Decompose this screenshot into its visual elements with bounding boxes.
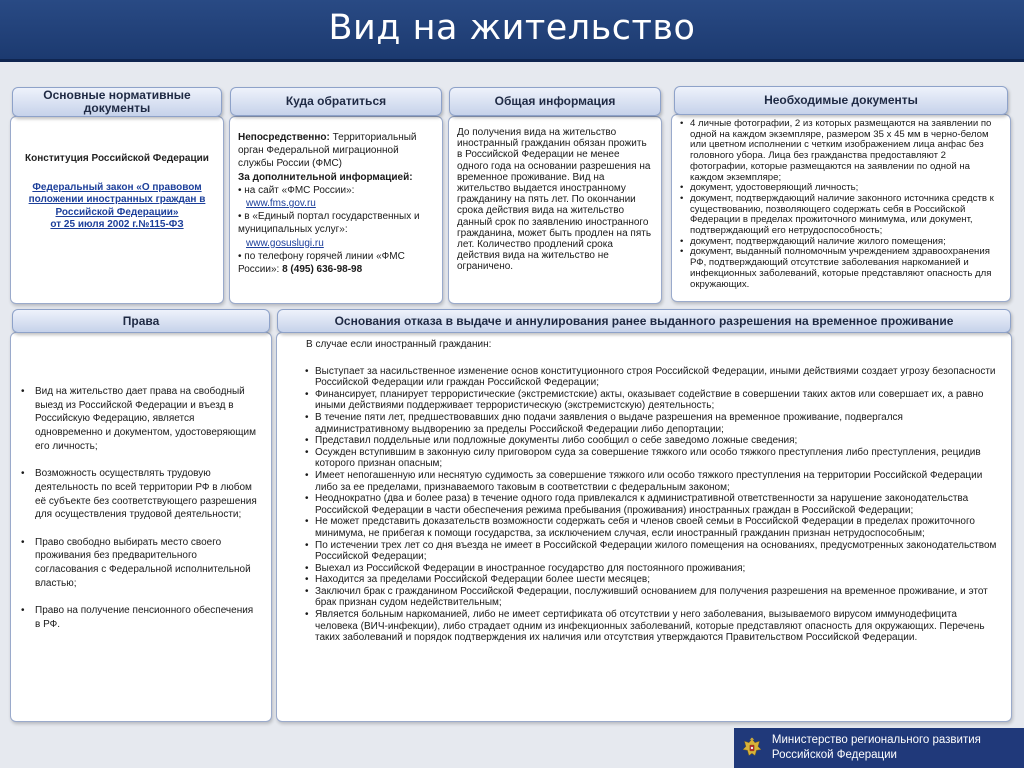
- list-item: • Выступает за насильственное изменение основ конституционного строя Российской Федерации, иными действиями создает угрозу безопасности Российской Федерации или граждан Российской Федерации;: [305, 366, 997, 389]
- additional-label: За дополнительной информацией:: [238, 171, 413, 183]
- russian-coat-of-arms-icon: [740, 732, 764, 764]
- panel-general-info: [448, 116, 662, 304]
- list-item: • В течение пяти лет, предшествовавших дню подачи заявления о выдаче разрешения на временное проживание, подвергался административному выдворению за пределы Российской Федерации либо депортации;: [305, 412, 997, 435]
- list-item: • Имеет непогашенную или неснятую судимость за совершение тяжкого или особо тяжкого преступления на территории Российской Федерации либо за ее пределами, признаваемого таковым в соответствии с федеральным законом;: [305, 470, 997, 493]
- federal-law-link[interactable]: Федеральный закон «О правовом положении иностранных граждан в Российской Федерации»: [28, 181, 206, 218]
- federal-law-date[interactable]: от 25 июля 2002 г.№115-ФЗ: [50, 219, 184, 231]
- panel-refusal-grounds: [276, 332, 1012, 722]
- panel-required-documents: [671, 114, 1011, 302]
- tab-required-documents: Необходимые документы: [674, 86, 1008, 115]
- ministry-name: Министерство регионального развития Российской Федерации: [771, 734, 981, 761]
- title-bar: [0, 0, 1024, 62]
- list-item: • Является больным наркоманией, либо не имеет сертификата об отсутствии у него заболевания, вызываемого вирусом иммунодефицита человека (ВИЧ-инфекции), либо страдает одним из инфекционных заболеваний, которые представляют опасность для окружающих. Перечень таких заболеваний и порядок подтверждения их наличия или отсутствия утверждаются Правительством Российской Федерации.: [305, 609, 997, 644]
- tab-normative-documents: Основные нормативные документы: [12, 87, 222, 117]
- list-item: • Представил поддельные или подложные документы либо сообщил о себе заведомо ложные сведения;: [305, 435, 997, 447]
- list-item: • Неоднократно (два и более раза) в течение одного года привлекался к административной ответственности за нарушение законодательства Российской Федерации в части обеспечения режима пребывания (проживания) иностранных граждан в Российской Федерации;: [305, 493, 997, 516]
- list-item: • Не может представить доказательств возможности содержать себя и членов своей семьи в Российской Федерации в пределах прожиточного минимума, не прибегая к помощи государства, за исключением случая, если иностранный гражданин признан нетрудоспособным;: [305, 516, 997, 539]
- list-item: • документ, подтверждающий наличие законного источника средств к существованию, позволяющего содержать себя в Российской Федерации в пределах прожиточного минимума, или документ, подтверждающий его нетрудоспособность;: [678, 194, 1004, 237]
- list-item: • Выехал из Российской Федерации в иностранное государство для постоянного проживания;: [305, 563, 997, 575]
- list-item: • По истечении трех лет со дня въезда не имеет в Российской Федерации жилого помещения на основаниях, предусмотренных законодательством Российской Федерации;: [305, 540, 997, 563]
- list-item: • Находится за пределами Российской Федерации более шести месяцев;: [305, 574, 997, 586]
- phone-item: • по телефону горячей линии «ФМС России»: 8 (495) 636-98-98: [238, 250, 405, 276]
- list-item: • документ, подтверждающий наличие жилого помещения;: [678, 237, 1004, 248]
- list-item: • Осужден вступившим в законную силу приговором суда за совершение тяжкого или особо тяжкого преступления либо преступления, рецидив которого признан опасным;: [305, 447, 997, 470]
- list-item: • Возможность осуществлять трудовую деятельность по всей территории РФ в любом её субъекте без соответствующего разрешения для осуществления трудовой деятельности;: [21, 467, 261, 522]
- page-title: Вид на жительство: [328, 8, 696, 48]
- fms-site-link[interactable]: www.fms.gov.ru: [246, 198, 316, 210]
- direct-label: Непосредственно:: [238, 132, 330, 143]
- tab-rights: Права: [12, 309, 270, 333]
- tab-where-to-apply: Куда обратиться: [230, 87, 442, 116]
- list-item: • Финансирует, планирует террористические (экстремистские) акты, оказывает содействие в совершении таких актов или совершает их, а равно иными действиями поддерживает террористическую (экстремистскую) деятельность;: [305, 389, 997, 412]
- panel-normative-documents: [10, 116, 224, 304]
- direct-text: Территориальный орган Федеральной миграционной службы России (ФМС): [238, 132, 417, 170]
- direct-contact: [238, 131, 434, 171]
- list-item: • документ, выданный полномочным учреждением здравоохранения РФ, подтверждающий отсутствие заболевания наркоманией и инфекционных заболеваний, которые представляют опасность для окружающих.: [678, 247, 1004, 290]
- constitution-text: Конституция Российской Федерации: [25, 153, 209, 164]
- list-item: • документ, удостоверяющий личность;: [678, 183, 1004, 194]
- list-item: • Вид на жительство дает права на свободный выезд из Российской Федерации и въезд в Российскую Федерацию, является одновременно и документом, удостоверяющим его личность;: [21, 385, 261, 454]
- tab-general-info: Общая информация: [449, 87, 661, 116]
- panel-rights: [10, 332, 272, 722]
- site-item: • на сайт «ФМС России»:: [238, 184, 355, 196]
- hotline-phone: 8 (495) 636-98-98: [282, 264, 363, 276]
- grounds-intro: В случае если иностранный гражданин:: [306, 339, 492, 350]
- list-item: • Заключил брак с гражданином Российской Федерации, послуживший основанием для получения разрешения на временное проживание, и этот брак признан судом недействительным;: [305, 586, 997, 609]
- ministry-footer: [734, 728, 1024, 768]
- gosuslugi-link[interactable]: www.gosuslugi.ru: [246, 237, 324, 249]
- portal-item: • в «Единый портал государственных и муниципальных услуг»:: [238, 211, 420, 236]
- general-info-text: До получения вида на жительство иностранный гражданин обязан прожить в Российской Федерации не менее одного года на основании разрешения на временное проживание. Вид на жительство выдается иностранному гражданину на пять лет. По окончании срока действия вида на жительство данный срок по заявлению иностранного гражданина, может быть продлен на пять лет. Количество продлений срока действия вида на жительство не ограничено.: [457, 127, 652, 273]
- list-item: • Право на получение пенсионного обеспечения в РФ.: [21, 604, 261, 631]
- list-item: • 4 личные фотографии, 2 из которых размещаются на заявлении по одной на каждом экземпляре, размером 35 х 45 мм в черно-белом или цветном исполнении с четким изображением лица анфас без головного убора. Лица без гражданства предоставляют 2 фотографии, которые размещаются на заявлении по одной на каждом экземпляре;: [678, 119, 1004, 183]
- tab-refusal-grounds: Основания отказа в выдаче и аннулирования ранее выданного разрешения на временное проживание: [277, 309, 1011, 333]
- panel-where-to-apply: [229, 116, 443, 304]
- list-item: • Право свободно выбирать место своего проживания без предварительного согласования с Федеральной исполнительной властью;: [21, 536, 261, 591]
